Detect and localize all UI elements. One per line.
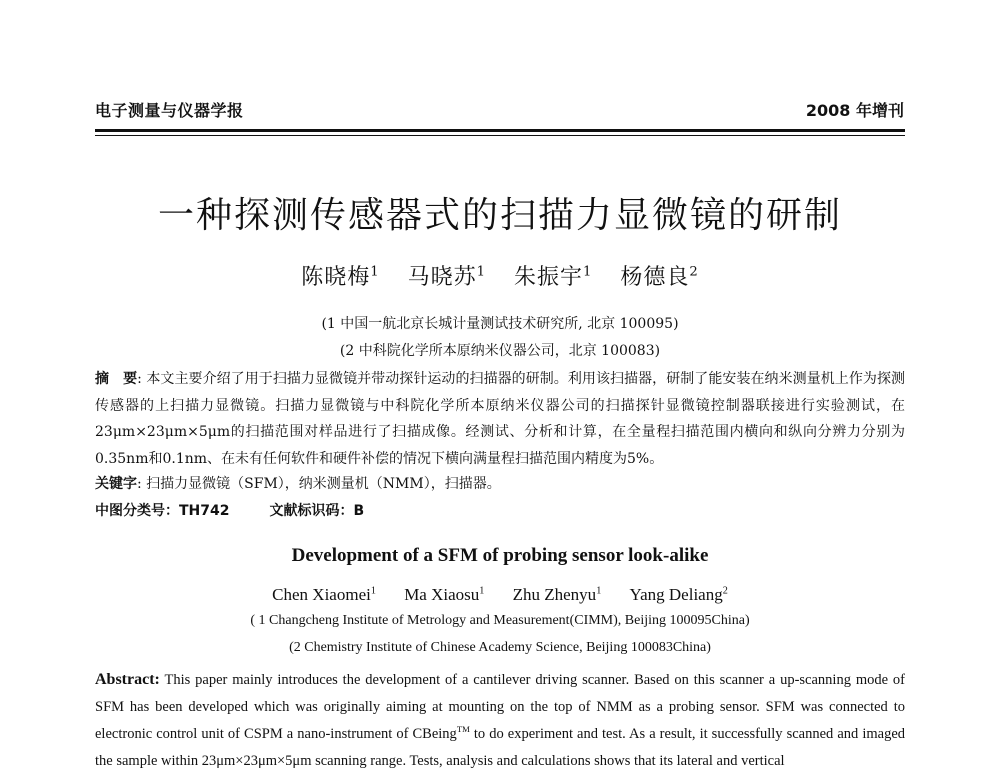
affiliation-en-2: (2 Chemistry Institute of Chinese Academy Science, Beijing 100083China) bbox=[289, 640, 711, 655]
abstract-en bbox=[95, 666, 905, 775]
affiliation-en-1: ( 1 Changcheng Institute of Metrology and Measurement(CIMM), Beijing 100095China) bbox=[250, 613, 750, 628]
author-en: Zhu Zhenyu$^1$ bbox=[512, 585, 602, 604]
abstract-cn: 摘 要: 本文主要介绍了用于扫描力显微镜并带动探针运动的扫描器的研制。利用该扫描器，研制了能安装在纳米测量机上作为探测传感器的上扫描力显微镜。扫描力显微镜与中科院化学所本原纳米仪器公司的扫描探针显微镜控制器联接进行实验测试，在23μm×23μm×5μm的扫描范围对样品进行了扫描成像。经测试、分析和计算，在全量程扫描范围内横向和纵向分辨力分别为0.35nm和0.1nm、在未有任何软件和硬件补偿的情况下横向满量程扫描范围内精度为5%。 bbox=[95, 371, 906, 467]
affiliation-cn-2: (2 中科院化学所本原纳米仪器公司，北京 100083) bbox=[339, 343, 661, 359]
authors-cn bbox=[95, 260, 905, 291]
affiliation-cn-1: (1 中国一航北京长城计量测试技术研究所, 北京 100095) bbox=[321, 316, 679, 332]
author-cn: 陈晓梅$^1$ bbox=[301, 264, 380, 290]
clc-label: 中图分类号： bbox=[95, 503, 179, 519]
author-cn: 杨德良$^2$ bbox=[620, 264, 699, 290]
clc-value: TH742 bbox=[179, 503, 230, 519]
author-en: Chen Xiaomei$^1$ bbox=[272, 585, 376, 604]
abstract-en-label: Abstract: bbox=[95, 671, 160, 688]
keywords-cn-text: 扫描力显微镜（SFM），纳米测量机（NMM），扫描器。 bbox=[146, 476, 501, 492]
paper-title-cn: 一种探测传感器式的扫描力显微镜的研制 bbox=[157, 195, 842, 236]
abstract-en-text: This paper mainly introduces the development of a cantilever driving scanner. Based on this scanner a up-scanning mode of SFM has been developed which was originally aiming at mounting on the top of NMM as a probing sensor. SFM was connected to electronic control unit of CSPM a nano-instrument of CBeing bbox=[95, 672, 905, 742]
keywords-cn-label: 关键字 bbox=[95, 476, 137, 492]
trademark-mark: TM bbox=[456, 724, 470, 735]
header-rule-thick bbox=[95, 129, 905, 132]
author-en: Yang Deliang$^2$ bbox=[629, 585, 728, 604]
author-cn: 马晓苏$^1$ bbox=[407, 264, 486, 290]
header-rule-thin bbox=[95, 135, 905, 136]
paper-title-en: Development of a SFM of probing sensor look-alike bbox=[291, 545, 709, 566]
doc-code-value: B bbox=[353, 503, 365, 519]
author-cn: 朱振宇$^1$ bbox=[514, 264, 593, 290]
journal-name: 电子测量与仪器学报 bbox=[95, 101, 244, 120]
author-en: Ma Xiaosu$^1$ bbox=[404, 585, 485, 604]
abstract-cn-text: 本文主要介绍了用于扫描力显微镜并带动探针运动的扫描器的研制。利用该扫描器，研制了能安装在纳米测量机上作为探测传感器的上扫描力显微镜。扫描力显微镜与中科院化学所本原纳米仪器公司的扫描探针显微镜控制器联接进行实验测试，在23μm×23μm×5μm的扫描范围对样品进行了扫描成像。经测试、分析和计算，在全量程扫描范围内横向和纵向分辨力分别为0.35nm和0.1nm、在未有任何软件和硬件补偿的情况下横向满量程扫描范围内精度为5%。 bbox=[95, 371, 906, 467]
classification-cn bbox=[95, 500, 364, 520]
keywords-cn: 关键字: 扫描力显微镜（SFM），纳米测量机（NMM），扫描器。 bbox=[95, 476, 501, 492]
abstract-en-text-cont: to do experiment and test. As a result, it successfully scanned and imaged the sample within 23μm×23μm×5μm scanning range. Tests, analysis and calculations shows that its lateral and vertical bbox=[95, 726, 906, 769]
issue-label: 2008 年增刊 bbox=[805, 101, 904, 120]
abstract-cn-label: 摘 要 bbox=[95, 371, 138, 387]
authors-en bbox=[95, 585, 905, 605]
doc-code-label: 文献标识码： bbox=[269, 503, 354, 519]
